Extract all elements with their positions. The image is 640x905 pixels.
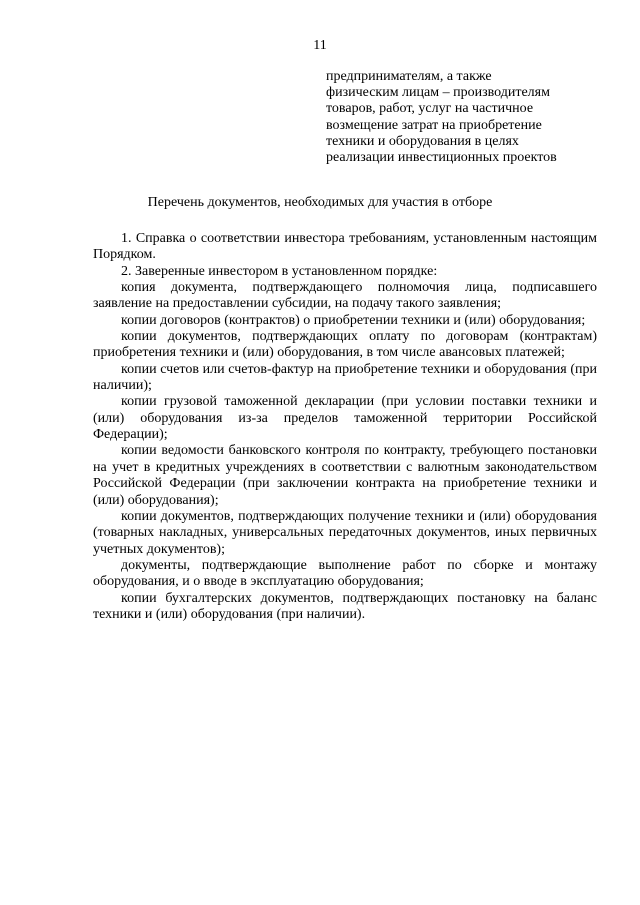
appendix-reference: [326, 69, 596, 166]
paragraph-payment-documents: копии документов, подтверждающих оплату по договорам (контрактам) приобретения техники и (или) оборудования, в том числе авансовых платежей;: [93, 329, 597, 361]
paragraph-installation-documents: документы, подтверждающие выполнение работ по сборке и монтажу оборудования, и о вводе в эксплуатацию оборудования;: [93, 557, 597, 590]
paragraph-contracts: копии договоров (контрактов) о приобретении техники и (или) оборудования;: [121, 312, 586, 328]
appendix-reference-line: реализации инвестиционных проектов: [326, 150, 557, 166]
paragraph-accounting-documents: копии бухгалтерских документов, подтверждающих постановку на баланс техники и (или) оборудования (при наличии).: [93, 590, 597, 622]
paragraph-bank-control: копии ведомости банковского контроля по контракту, требующего постановки на учет в кредитных учреждениях в соответствии с валютным законодательством Российской Федерации (при заключении контракта на приобретение техники и (или) оборудования);: [93, 443, 597, 508]
page-number: 11: [313, 38, 327, 53]
appendix-reference-line: товаров, работ, услуг на частичное: [326, 101, 534, 117]
paragraph-authority-document: копия документа, подтверждающего полномочия лица, подписавшего заявление на предоставлении субсидии, на подачу такого заявления;: [93, 280, 597, 312]
paragraph-certified-copies: 2. Заверенные инвестором в установленном порядке:: [121, 263, 438, 279]
document-body: [93, 231, 597, 623]
appendix-reference-line: предпринимателям, а также: [326, 69, 492, 84]
document-title: Перечень документов, необходимых для участия в отборе: [147, 195, 493, 210]
paragraph-invoices: копии счетов или счетов-фактур на приобретение техники и оборудования (при наличии);: [93, 361, 597, 394]
paragraph-reference-certificate: 1. Справка о соответствии инвестора требованиям, установленным настоящим Порядком.: [93, 231, 597, 263]
appendix-reference-line: техники и оборудования в целях: [326, 133, 519, 149]
appendix-reference-line: физическим лицам – производителям: [326, 85, 550, 101]
paragraph-customs-declaration: копии грузовой таможенной декларации (при условии поставки техники и (или) оборудования из-за пределов таможенной территории Российской Федерации);: [93, 394, 597, 443]
paragraph-receipt-documents: копии документов, подтверждающих получение техники и (или) оборудования (товарных накладных, универсальных передаточных документов, иных первичных учетных документов);: [93, 508, 597, 557]
appendix-reference-line: возмещение затрат на приобретение: [326, 117, 542, 133]
